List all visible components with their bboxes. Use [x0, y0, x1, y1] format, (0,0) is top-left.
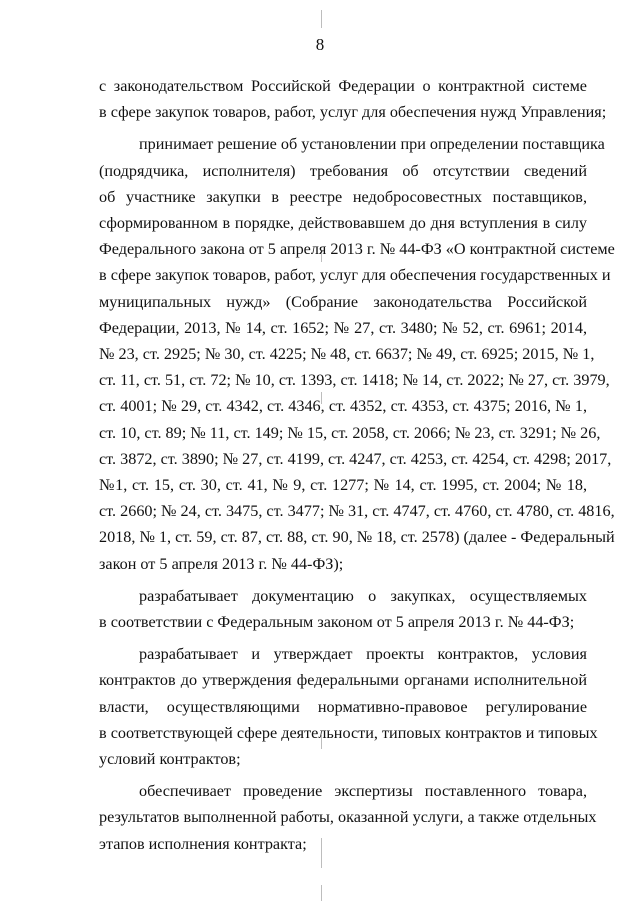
paragraph-expertise — [99, 778, 597, 857]
scan-artifact-mark — [321, 885, 322, 901]
page-number: 8 — [315, 35, 325, 54]
text-line: об участнике закупки в реестре недобросовестных поставщиков, — [99, 187, 587, 206]
text-line: муниципальных нужд» (Собрание законодательства Российской — [99, 292, 587, 311]
text-line: контрактов до утверждения федеральными органами исполнительной — [99, 671, 587, 690]
text-line: ст. 4001; № 29, ст. 4342, ст. 4346, ст. 4352, ст. 4353, ст. 4375; 2016, № 1, — [99, 397, 587, 416]
text-line: №1, ст. 15, ст. 30, ст. 41, № 9, ст. 1277; № 14, ст. 1995, ст. 2004; № 18, — [99, 476, 587, 495]
text-line: власти, осуществляющими нормативно-правовое регулирование — [99, 697, 587, 716]
text-line: Федерального закона от 5 апреля 2013 г. № 44-ФЗ «О контрактной системе — [99, 240, 615, 259]
text-line: в сфере закупок товаров, работ, услуг для обеспечения нужд Управления; — [99, 103, 607, 122]
paragraph-procurement-documentation — [99, 583, 587, 635]
text-line: ст. 10, ст. 89; № 11, ст. 149; № 15, ст. 2058, ст. 2066; № 23, ст. 3291; № 26, — [99, 423, 601, 442]
text-line: принимает решение об установлении при определении поставщика — [139, 135, 605, 154]
text-line: условий контрактов; — [99, 750, 241, 769]
text-line: в соответствующей сфере деятельности, типовых контрактов и типовых — [99, 723, 598, 742]
document-body — [99, 73, 615, 863]
text-line: с законодательством Российской Федерации о контрактной системе — [99, 77, 587, 95]
text-line: закон от 5 апреля 2013 г. № 44-ФЗ); — [99, 554, 344, 573]
text-line: в сфере закупок товаров, работ, услуг для обеспечения государственных и — [99, 266, 611, 285]
text-line: 2018, № 1, ст. 59, ст. 87, ст. 88, ст. 90, № 18, ст. 2578) (далее - Федеральный — [99, 528, 615, 547]
text-line: разрабатывает документацию о закупках, осуществляемых — [139, 586, 587, 605]
text-line: обеспечивает проведение экспертизы поставленного товара, — [139, 782, 587, 801]
text-line: результатов выполненной работы, оказанной услуги, а также отдельных — [99, 808, 597, 827]
text-line: (подрядчика, исполнителя) требования об отсутствии сведений — [99, 161, 587, 180]
scan-artifact-mark — [321, 10, 322, 28]
text-line: ст. 11, ст. 51, ст. 72; № 10, ст. 1393, ст. 1418; № 14, ст. 2022; № 27, ст. 3979, — [99, 371, 610, 390]
text-line: ст. 3872, ст. 3890; № 27, ст. 4199, ст. 4247, ст. 4253, ст. 4254, ст. 4298; 2017, — [99, 449, 612, 468]
paragraph-contract-drafts — [99, 641, 598, 772]
text-line: разрабатывает и утверждает проекты контрактов, условия — [139, 645, 587, 664]
paragraph-legislation-compliance — [99, 73, 607, 125]
text-line: в соответствии с Федеральным законом от 5 апреля 2013 г. № 44-ФЗ; — [99, 613, 575, 632]
paragraph-supplier-requirements — [99, 131, 615, 576]
text-line: Федерации, 2013, № 14, ст. 1652; № 27, ст. 3480; № 52, ст. 6961; 2014, — [99, 318, 587, 337]
text-line: № 23, ст. 2925; № 30, ст. 4225; № 48, ст. 6637; № 49, ст. 6925; 2015, № 1, — [99, 345, 595, 364]
text-line: этапов исполнения контракта; — [99, 834, 307, 853]
text-line: сформированном в порядке, действовавшем до дня вступления в силу — [99, 214, 587, 233]
text-line: ст. 2660; № 24, ст. 3475, ст. 3477; № 31, ст. 4747, ст. 4760, ст. 4780, ст. 4816, — [99, 502, 615, 521]
